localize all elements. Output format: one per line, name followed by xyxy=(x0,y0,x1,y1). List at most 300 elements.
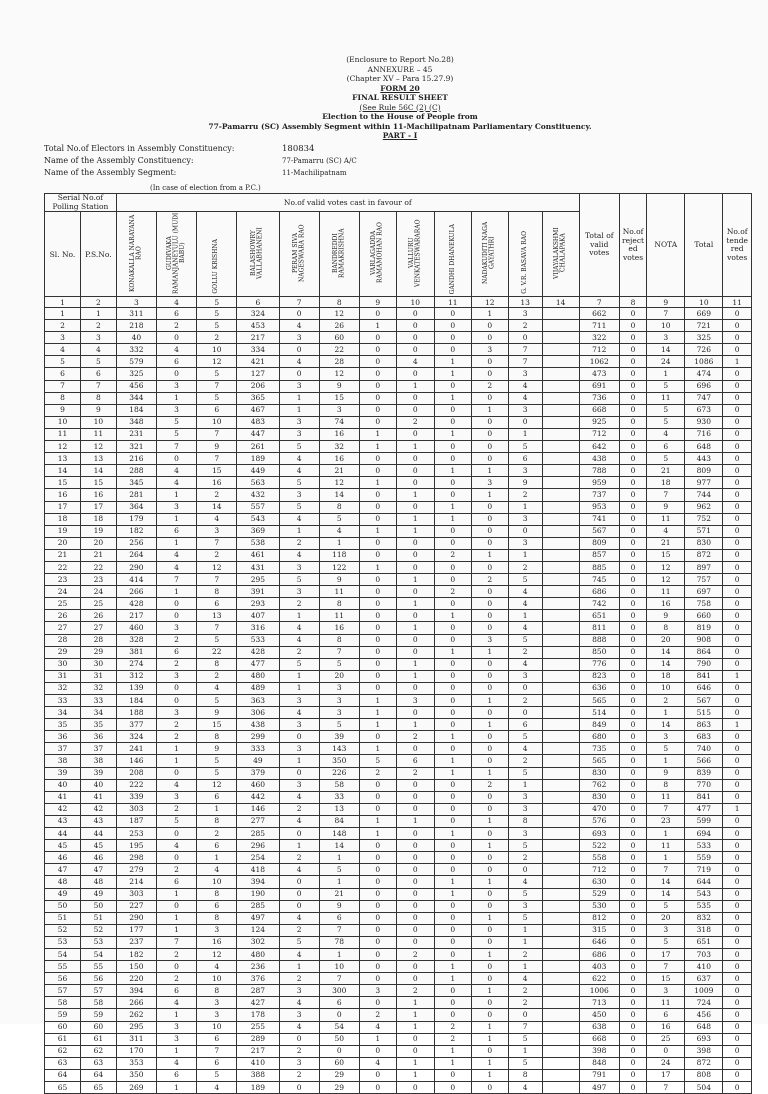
serial-header: Serial No.of Polling Station xyxy=(45,194,117,212)
table-cell: 8 xyxy=(319,501,359,513)
header-line-chapter: (Chapter XV – Para 15.27.9) xyxy=(346,74,454,83)
table-cell: 0 xyxy=(619,828,646,840)
table-row xyxy=(45,477,752,489)
table-cell: 0 xyxy=(434,489,471,501)
table-row xyxy=(45,574,752,586)
table-cell: 253 xyxy=(116,828,156,840)
table-cell: 22 xyxy=(80,561,116,573)
table-cell-blank xyxy=(542,368,579,380)
table-cell: 4 xyxy=(279,912,319,924)
table-cell: 5 xyxy=(157,428,197,440)
table-cell: 33 xyxy=(45,695,81,707)
table-cell-blank xyxy=(542,453,579,465)
table-row xyxy=(45,900,752,912)
table-cell: 0 xyxy=(619,368,646,380)
table-cell: 599 xyxy=(685,815,723,827)
table-cell: 15 xyxy=(197,465,237,477)
table-cell: 0 xyxy=(434,948,471,960)
table-cell: 16 xyxy=(647,598,685,610)
table-cell: 6 xyxy=(80,368,116,380)
table-cell: 790 xyxy=(685,658,723,670)
table-cell: 150 xyxy=(116,961,156,973)
table-cell: 830 xyxy=(685,537,723,549)
table-cell: 0 xyxy=(434,416,471,428)
table-cell: 0 xyxy=(396,634,434,646)
table-cell: 6 xyxy=(157,356,197,368)
table-cell: 691 xyxy=(579,380,619,392)
table-cell: 4 xyxy=(508,876,542,888)
table-cell: 0 xyxy=(619,961,646,973)
table-cell: 0 xyxy=(359,1082,396,1094)
table-cell: 61 xyxy=(45,1033,81,1045)
table-cell: 4 xyxy=(508,392,542,404)
sl-no-header: Sl. No. xyxy=(45,212,81,297)
table-cell: 2 xyxy=(508,985,542,997)
column-number: 5 xyxy=(197,297,237,308)
table-row xyxy=(45,670,752,682)
table-cell: 12 xyxy=(319,368,359,380)
total-valid-header: Total of valid votes xyxy=(579,194,619,297)
table-cell: 9 xyxy=(647,610,685,622)
table-cell: 6 xyxy=(319,912,359,924)
table-cell: 0 xyxy=(434,840,471,852)
table-cell: 1 xyxy=(359,828,396,840)
table-cell: 726 xyxy=(685,344,723,356)
table-cell: 0 xyxy=(359,936,396,948)
table-cell: 1 xyxy=(396,1021,434,1033)
table-cell: 959 xyxy=(579,477,619,489)
table-cell: 58 xyxy=(80,997,116,1009)
table-cell: 0 xyxy=(279,308,319,320)
table-cell: 0 xyxy=(434,803,471,815)
table-cell: 567 xyxy=(685,695,723,707)
table-cell: 0 xyxy=(434,1009,471,1021)
table-cell: 8 xyxy=(197,888,237,900)
table-cell: 4 xyxy=(359,1021,396,1033)
table-cell: 0 xyxy=(723,646,752,658)
table-cell: 3 xyxy=(471,344,508,356)
table-cell: 4 xyxy=(279,707,319,719)
table-cell: 0 xyxy=(359,840,396,852)
table-row xyxy=(45,344,752,356)
table-cell: 26 xyxy=(80,610,116,622)
table-cell: 195 xyxy=(116,840,156,852)
table-cell: 1 xyxy=(434,876,471,888)
table-cell: 0 xyxy=(279,876,319,888)
table-row xyxy=(45,537,752,549)
table-cell: 1 xyxy=(157,1009,197,1021)
table-cell: 0 xyxy=(619,1057,646,1069)
table-cell: 0 xyxy=(471,428,508,440)
table-cell: 1 xyxy=(471,912,508,924)
table-row xyxy=(45,743,752,755)
table-cell: 148 xyxy=(319,828,359,840)
table-cell: 32 xyxy=(319,441,359,453)
table-cell: 0 xyxy=(508,332,542,344)
table-cell: 2 xyxy=(197,828,237,840)
table-cell: 0 xyxy=(471,707,508,719)
table-cell: 0 xyxy=(396,368,434,380)
table-cell: 0 xyxy=(619,900,646,912)
table-cell: 14 xyxy=(319,489,359,501)
table-cell: 3 xyxy=(197,924,237,936)
table-cell: 0 xyxy=(619,574,646,586)
table-cell: 63 xyxy=(45,1057,81,1069)
table-cell: 737 xyxy=(579,489,619,501)
candidate-name: VARLAGADDA RAMAMOHAN RAO xyxy=(370,222,384,284)
table-cell: 809 xyxy=(685,465,723,477)
table-cell: 1 xyxy=(157,489,197,501)
table-cell: 897 xyxy=(685,561,723,573)
table-cell: 17 xyxy=(80,501,116,513)
table-cell: 0 xyxy=(619,477,646,489)
table-cell: 11 xyxy=(319,586,359,598)
table-cell: 6 xyxy=(157,876,197,888)
table-cell: 334 xyxy=(237,344,279,356)
table-cell: 9 xyxy=(80,404,116,416)
table-cell: 365 xyxy=(237,392,279,404)
table-row xyxy=(45,682,752,694)
table-cell: 7 xyxy=(647,803,685,815)
table-cell: 0 xyxy=(619,767,646,779)
table-cell: 0 xyxy=(723,453,752,465)
table-cell: 0 xyxy=(619,912,646,924)
table-cell: 0 xyxy=(396,646,434,658)
table-cell: 9 xyxy=(197,707,237,719)
table-cell: 20 xyxy=(647,912,685,924)
candidate-header xyxy=(319,212,359,297)
table-cell: 46 xyxy=(45,852,81,864)
table-row xyxy=(45,646,752,658)
table-row xyxy=(45,803,752,815)
table-cell: 1 xyxy=(508,936,542,948)
table-cell: 4 xyxy=(279,549,319,561)
table-cell: 1 xyxy=(396,658,434,670)
table-cell: 0 xyxy=(157,695,197,707)
table-cell: 2 xyxy=(279,537,319,549)
table-cell: 49 xyxy=(45,888,81,900)
table-cell: 673 xyxy=(685,404,723,416)
table-cell: 0 xyxy=(359,537,396,549)
table-cell: 217 xyxy=(116,610,156,622)
table-row xyxy=(45,973,752,985)
table-cell: 0 xyxy=(619,465,646,477)
table-cell: 3 xyxy=(471,634,508,646)
table-row xyxy=(45,586,752,598)
table-cell: 0 xyxy=(471,392,508,404)
table-cell: 35 xyxy=(45,719,81,731)
table-cell: 0 xyxy=(396,779,434,791)
table-cell: 0 xyxy=(434,912,471,924)
candidate-name: VIJAYALAKSHMI CHALAPAKA xyxy=(553,227,567,279)
table-cell: 3 xyxy=(319,695,359,707)
table-cell: 11 xyxy=(647,392,685,404)
table-cell-blank xyxy=(542,1033,579,1045)
table-cell-blank xyxy=(542,670,579,682)
table-cell: 62 xyxy=(80,1045,116,1057)
table-cell: 2 xyxy=(279,1069,319,1081)
table-cell: 1 xyxy=(471,549,508,561)
table-cell: 1 xyxy=(359,320,396,332)
table-cell: 841 xyxy=(685,670,723,682)
table-cell: 63 xyxy=(80,1057,116,1069)
table-cell: 0 xyxy=(471,731,508,743)
table-cell: 4 xyxy=(80,344,116,356)
table-cell: 16 xyxy=(45,489,81,501)
table-cell: 5 xyxy=(319,719,359,731)
table-cell: 442 xyxy=(237,791,279,803)
table-cell: 1 xyxy=(434,731,471,743)
table-cell: 0 xyxy=(471,973,508,985)
table-cell: 0 xyxy=(396,888,434,900)
table-cell: 23 xyxy=(647,815,685,827)
table-cell: 0 xyxy=(471,888,508,900)
table-cell: 7 xyxy=(157,936,197,948)
table-cell: 576 xyxy=(579,815,619,827)
table-cell: 5 xyxy=(45,356,81,368)
table-cell: 37 xyxy=(80,743,116,755)
table-cell: 443 xyxy=(685,453,723,465)
table-cell: 0 xyxy=(157,682,197,694)
table-cell: 2 xyxy=(157,658,197,670)
table-cell-blank xyxy=(542,658,579,670)
table-cell: 470 xyxy=(579,803,619,815)
table-cell: 3 xyxy=(647,731,685,743)
table-cell: 872 xyxy=(685,1057,723,1069)
table-cell: 1 xyxy=(279,961,319,973)
table-cell: 0 xyxy=(619,707,646,719)
table-cell: 3 xyxy=(471,477,508,489)
table-cell: 0 xyxy=(396,586,434,598)
table-cell-blank xyxy=(542,356,579,368)
table-cell: 2 xyxy=(279,598,319,610)
table-cell: 543 xyxy=(237,513,279,525)
table-cell: 189 xyxy=(237,453,279,465)
table-cell: 32 xyxy=(80,682,116,694)
tendered-header: No.of tende red votes xyxy=(723,194,752,297)
table-cell-blank xyxy=(542,815,579,827)
table-cell: 25 xyxy=(80,598,116,610)
table-cell: 1006 xyxy=(579,985,619,997)
table-cell: 43 xyxy=(80,815,116,827)
table-cell: 2 xyxy=(508,646,542,658)
candidate-header xyxy=(279,212,319,297)
table-cell: 1 xyxy=(508,779,542,791)
table-cell: 0 xyxy=(619,840,646,852)
table-cell: 5 xyxy=(508,1057,542,1069)
table-cell: 808 xyxy=(685,1069,723,1081)
table-cell-blank xyxy=(542,610,579,622)
table-cell: 1 xyxy=(647,707,685,719)
table-cell: 0 xyxy=(619,779,646,791)
table-cell: 7 xyxy=(319,646,359,658)
table-cell: 0 xyxy=(619,888,646,900)
table-cell: 13 xyxy=(319,803,359,815)
table-cell: 0 xyxy=(471,755,508,767)
table-cell: 1 xyxy=(508,1045,542,1057)
table-cell-blank xyxy=(542,864,579,876)
table-cell: 2 xyxy=(434,1033,471,1045)
table-cell: 636 xyxy=(579,682,619,694)
table-cell: 24 xyxy=(647,1057,685,1069)
table-cell: 322 xyxy=(579,332,619,344)
table-cell: 353 xyxy=(116,1057,156,1069)
table-cell: 11 xyxy=(647,513,685,525)
table-row xyxy=(45,320,752,332)
table-cell-blank xyxy=(542,888,579,900)
table-cell: 285 xyxy=(237,900,279,912)
table-cell: 10 xyxy=(80,416,116,428)
table-cell: 839 xyxy=(685,767,723,779)
table-cell: 0 xyxy=(434,453,471,465)
table-cell: 1 xyxy=(508,549,542,561)
table-cell: 32 xyxy=(45,682,81,694)
column-number: 10 xyxy=(396,297,434,308)
electors-value: 180834 xyxy=(282,144,315,154)
table-cell: 5 xyxy=(319,513,359,525)
table-cell: 0 xyxy=(619,1082,646,1094)
table-cell: 0 xyxy=(396,852,434,864)
table-cell: 0 xyxy=(434,574,471,586)
table-cell-blank xyxy=(542,936,579,948)
table-cell: 47 xyxy=(80,864,116,876)
table-cell: 48 xyxy=(45,876,81,888)
table-cell: 0 xyxy=(359,416,396,428)
table-cell: 473 xyxy=(579,368,619,380)
table-cell: 146 xyxy=(116,755,156,767)
table-cell: 328 xyxy=(116,634,156,646)
table-cell: 1 xyxy=(197,803,237,815)
table-cell: 0 xyxy=(359,622,396,634)
table-cell: 3 xyxy=(279,743,319,755)
table-cell: 0 xyxy=(359,646,396,658)
constituency-label: Name of the Assembly Constituency: xyxy=(44,156,194,165)
table-cell: 1 xyxy=(647,852,685,864)
table-cell: 0 xyxy=(434,900,471,912)
table-cell: 1 xyxy=(396,525,434,537)
table-cell: 28 xyxy=(319,356,359,368)
table-cell: 1 xyxy=(434,392,471,404)
table-cell: 2 xyxy=(434,1021,471,1033)
table-cell: 0 xyxy=(396,501,434,513)
table-cell: 18 xyxy=(647,670,685,682)
table-cell: 461 xyxy=(237,549,279,561)
table-cell: 1062 xyxy=(579,356,619,368)
table-cell: 0 xyxy=(619,1069,646,1081)
table-cell: 49 xyxy=(237,755,279,767)
table-row xyxy=(45,779,752,791)
table-cell: 25 xyxy=(647,1033,685,1045)
table-cell: 7 xyxy=(508,1021,542,1033)
table-cell: 9 xyxy=(197,743,237,755)
table-cell: 8 xyxy=(197,731,237,743)
table-cell: 0 xyxy=(619,997,646,1009)
candidate-name: G. V.R. BASAVA RAO xyxy=(520,231,528,294)
table-cell-blank xyxy=(542,1009,579,1021)
table-cell: 1 xyxy=(396,574,434,586)
table-cell: 648 xyxy=(685,441,723,453)
table-cell: 0 xyxy=(619,380,646,392)
table-cell: 5 xyxy=(197,755,237,767)
table-cell: 0 xyxy=(619,561,646,573)
table-cell: 1 xyxy=(471,719,508,731)
table-row xyxy=(45,332,752,344)
table-cell: 0 xyxy=(471,828,508,840)
table-cell: 557 xyxy=(237,501,279,513)
table-cell: 28 xyxy=(45,634,81,646)
table-cell: 0 xyxy=(359,598,396,610)
table-cell: 1 xyxy=(471,1033,508,1045)
table-cell: 261 xyxy=(237,441,279,453)
table-cell: 4 xyxy=(157,549,197,561)
table-cell: 1 xyxy=(359,707,396,719)
table-cell: 5 xyxy=(647,936,685,948)
table-cell: 504 xyxy=(685,1082,723,1094)
table-cell: 1 xyxy=(396,380,434,392)
table-cell: 693 xyxy=(579,828,619,840)
table-row xyxy=(45,416,752,428)
table-cell: 3 xyxy=(319,707,359,719)
table-cell: 4 xyxy=(279,997,319,1009)
table-cell: 0 xyxy=(619,549,646,561)
table-cell: 0 xyxy=(619,731,646,743)
table-cell: 0 xyxy=(619,1033,646,1045)
table-cell: 1 xyxy=(197,852,237,864)
table-cell: 0 xyxy=(157,828,197,840)
table-row xyxy=(45,501,752,513)
table-cell: 9 xyxy=(319,380,359,392)
table-cell: 3 xyxy=(157,1033,197,1045)
table-cell: 16 xyxy=(319,622,359,634)
table-cell: 333 xyxy=(237,743,279,755)
table-cell: 3 xyxy=(157,501,197,513)
table-cell: 823 xyxy=(579,670,619,682)
table-cell: 646 xyxy=(685,682,723,694)
table-cell: 2 xyxy=(157,320,197,332)
table-cell: 3 xyxy=(45,332,81,344)
table-cell: 21 xyxy=(647,465,685,477)
table-cell-blank xyxy=(542,828,579,840)
table-cell: 6 xyxy=(197,598,237,610)
table-cell: 0 xyxy=(723,368,752,380)
table-cell: 0 xyxy=(471,743,508,755)
table-cell: 41 xyxy=(80,791,116,803)
table-cell: 25 xyxy=(45,598,81,610)
table-cell-blank xyxy=(542,646,579,658)
table-cell: 2 xyxy=(279,924,319,936)
table-cell: 0 xyxy=(619,489,646,501)
table-cell: 0 xyxy=(619,670,646,682)
table-cell: 0 xyxy=(434,695,471,707)
table-row xyxy=(45,634,752,646)
table-cell: 8 xyxy=(197,586,237,598)
table-cell: 0 xyxy=(434,924,471,936)
table-cell: 0 xyxy=(319,1009,359,1021)
table-cell: 24 xyxy=(80,586,116,598)
table-cell: 4 xyxy=(279,622,319,634)
table-cell: 60 xyxy=(319,1057,359,1069)
table-cell: 49 xyxy=(80,888,116,900)
table-cell: 1 xyxy=(359,441,396,453)
table-cell: 2 xyxy=(157,719,197,731)
table-cell: 1 xyxy=(471,1021,508,1033)
table-cell: 28 xyxy=(80,634,116,646)
table-cell: 0 xyxy=(619,1009,646,1021)
table-cell: 122 xyxy=(319,561,359,573)
table-cell: 14 xyxy=(647,876,685,888)
table-cell: 4 xyxy=(359,1057,396,1069)
table-cell-blank xyxy=(542,948,579,960)
